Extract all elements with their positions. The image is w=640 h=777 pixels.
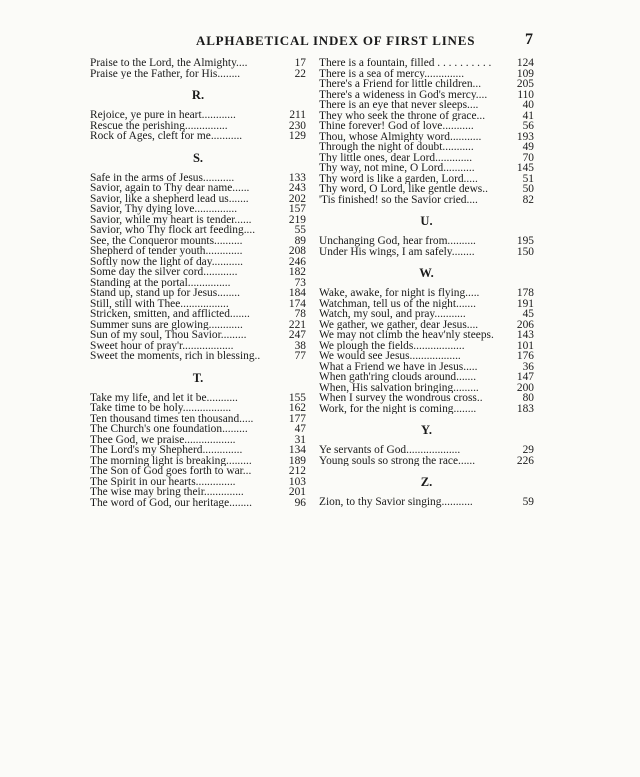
hymn-first-line: Under His wings, I am safely........ (319, 246, 475, 257)
index-entry (319, 456, 534, 467)
hymn-number: 41 (522, 109, 534, 122)
hymn-number: 45 (522, 308, 534, 320)
hymn-number: 195 (516, 235, 534, 247)
index-entry (319, 69, 534, 80)
index-entry (90, 403, 306, 414)
index-entry (319, 153, 534, 164)
index-entry (90, 309, 306, 320)
hymn-first-line: The Church's one foundation......... (90, 424, 248, 435)
index-entry (319, 247, 534, 258)
hymn-first-line: 'Tis finished! so the Savior cried.... (319, 194, 478, 205)
hymn-number: 82 (522, 193, 534, 206)
index-entry (90, 110, 306, 121)
page-title: ALPHABETICAL INDEX OF FIRST LINES (196, 33, 476, 48)
hymn-first-line: Sun of my soul, Thou Savior......... (90, 330, 247, 341)
section-letter: R. (191, 88, 205, 102)
hymn-number: 178 (516, 287, 534, 299)
index-entry (319, 497, 534, 508)
hymn-first-line: Some day the silver cord............ (90, 267, 238, 278)
index-entry (319, 372, 534, 383)
hymn-first-line: Take my life, and let it be........... (90, 392, 238, 403)
section-letter: U. (420, 214, 433, 228)
right-column (319, 58, 534, 508)
hymn-number: 200 (516, 381, 534, 394)
hymn-number: 202 (288, 192, 306, 205)
index-entry (90, 236, 306, 247)
hymn-first-line: The word of God, our heritage........ (90, 497, 252, 508)
hymn-number: 205 (516, 78, 534, 90)
hymn-number: 243 (288, 182, 306, 194)
index-entry (90, 393, 306, 404)
hymn-number: 129 (288, 130, 306, 142)
hymn-first-line: We gather, we gather, dear Jesus.... (319, 319, 479, 330)
hymn-number: 17 (294, 57, 306, 69)
hymn-first-line: Stricken, smitten, and afflicted....... (90, 309, 250, 320)
hymn-first-line: Stand up, stand up for Jesus........ (90, 288, 240, 299)
left-column (90, 58, 306, 508)
page-number: 7 (525, 31, 533, 48)
index-entry (90, 487, 306, 498)
hymn-first-line: Savior, again to Thy dear name...... (90, 183, 250, 194)
hymn-number: 162 (288, 402, 306, 414)
hymn-number: 147 (516, 371, 534, 383)
hymn-first-line: Thou, whose Almighty word........... (319, 131, 482, 142)
hymn-number: 70 (522, 151, 534, 164)
index-entry (319, 445, 534, 456)
hymn-number: 247 (288, 329, 306, 341)
hymn-number: 78 (294, 308, 306, 320)
hymn-first-line: We would see Jesus.................. (319, 351, 461, 362)
index-entry (90, 215, 306, 226)
index-entry (90, 466, 306, 477)
index-entry (319, 330, 534, 341)
index-entry (319, 299, 534, 310)
index-entry (90, 424, 306, 435)
index-entry (90, 225, 306, 236)
hymn-first-line: Rescue the perishing............... (90, 120, 228, 131)
hymn-first-line: Savior, Thy dying love............... (90, 204, 238, 215)
hymn-number: 211 (289, 109, 306, 121)
index-entry (90, 288, 306, 299)
hymn-number: 221 (288, 318, 306, 331)
index-entry (319, 184, 534, 195)
hymn-number: 103 (288, 475, 306, 488)
hymn-number: 50 (522, 183, 534, 195)
index-entry (319, 174, 534, 185)
hymn-first-line: Summer suns are glowing............ (90, 319, 243, 330)
index-entry (90, 477, 306, 488)
hymn-number: 143 (516, 329, 534, 341)
hymn-first-line: Sweet the moments, rich in blessing.. (90, 351, 261, 362)
index-section (319, 475, 534, 508)
hymn-number: 29 (522, 444, 534, 456)
hymn-number: 110 (517, 88, 534, 101)
hymn-first-line: They who seek the throne of grace... (319, 110, 486, 121)
index-entry (319, 195, 534, 206)
index-entry (319, 111, 534, 122)
index-section (319, 266, 534, 414)
hymn-number: 183 (516, 402, 534, 415)
hymn-number: 109 (516, 67, 534, 80)
index-entry (90, 414, 306, 425)
index-entry (319, 393, 534, 404)
hymn-first-line: Work, for the night is coming........ (319, 403, 477, 414)
hymn-number: 184 (288, 287, 306, 299)
index-entry (319, 100, 534, 111)
hymn-number: 73 (294, 276, 306, 289)
hymn-number: 155 (288, 391, 306, 404)
hymn-first-line: Ten thousand times ten thousand..... (90, 413, 254, 424)
hymn-number: 193 (516, 130, 534, 143)
hymn-number: 174 (288, 297, 306, 310)
index-entry (90, 320, 306, 331)
index-entry (319, 341, 534, 352)
hymn-first-line: Take time to be holy................. (90, 403, 232, 414)
index-entry (90, 246, 306, 257)
hymn-first-line: Ye servants of God................... (319, 445, 461, 456)
hymn-number: 96 (294, 496, 306, 509)
index-entry (319, 404, 534, 415)
index-entry (90, 445, 306, 456)
index-section (90, 151, 306, 362)
hymn-first-line: There is a fountain, filled . . . . . . . . . . (319, 58, 492, 69)
hymn-number: 177 (288, 412, 306, 425)
index-entry (319, 121, 534, 132)
section-letter: S. (192, 150, 204, 165)
hymn-first-line: When I survey the wondrous cross.. (319, 393, 483, 404)
hymn-first-line: When gath'ring clouds around....... (319, 372, 477, 383)
hymn-first-line: What a Friend we have in Jesus..... (319, 361, 478, 372)
hymn-first-line: The Son of God goes forth to war... (90, 466, 252, 477)
hymn-first-line: We plough the fields.................. (319, 340, 465, 351)
hymn-first-line: Thee God, we praise.................. (90, 434, 236, 445)
hymn-first-line: Still, still with Thee................. (90, 298, 229, 309)
index-entry (90, 121, 306, 132)
hymn-first-line: There's a wideness in God's mercy.... (319, 89, 488, 100)
section-letter: T. (192, 370, 204, 385)
hymn-first-line: Wake, awake, for night is flying..... (319, 288, 480, 299)
hymn-number: 246 (288, 255, 306, 268)
hymn-number: 145 (516, 162, 534, 174)
hymn-first-line: Young souls so strong the race...... (319, 455, 476, 466)
hymn-first-line: Savior, who Thy flock art feeding.... (90, 225, 256, 236)
index-entry (90, 330, 306, 341)
hymn-first-line: The Lord's my Shepherd.............. (90, 445, 243, 456)
index-section (319, 58, 534, 205)
index-entry (90, 278, 306, 289)
index-section (90, 88, 306, 142)
index-entry (319, 90, 534, 101)
index-section (319, 214, 534, 257)
hymn-first-line: Softly now the light of day........... (90, 256, 244, 267)
index-entry (90, 267, 306, 278)
hymn-first-line: Rejoice, ye pure in heart............ (90, 110, 236, 121)
index-entry (90, 204, 306, 215)
hymn-first-line: When, His salvation bringing......... (319, 382, 479, 393)
hymn-number: 101 (516, 339, 534, 352)
index-entry (90, 183, 306, 194)
index-entry (90, 299, 306, 310)
hymn-number: 124 (516, 57, 534, 69)
index-entry (90, 351, 306, 362)
hymn-number: 38 (294, 339, 306, 352)
hymn-number: 31 (294, 433, 306, 446)
hymn-number: 219 (288, 213, 306, 226)
hymn-first-line: Savior, like a shepherd lead us....... (90, 193, 249, 204)
hymn-number: 36 (522, 360, 534, 373)
index-entry (319, 58, 534, 69)
index-entry (319, 236, 534, 247)
index-section (90, 58, 306, 79)
index-entry (90, 194, 306, 205)
index-entry (319, 309, 534, 320)
index-entry (319, 163, 534, 174)
index-entry (319, 320, 534, 331)
hymn-number: 22 (294, 67, 306, 80)
hymn-number: 89 (294, 234, 306, 247)
hymn-first-line: Thy little ones, dear Lord............. (319, 152, 473, 163)
hymn-number: 59 (522, 496, 534, 508)
hymn-number: 133 (288, 171, 306, 184)
index-entry (319, 288, 534, 299)
hymn-first-line: Standing at the portal............... (90, 277, 231, 288)
hymn-number: 55 (294, 224, 306, 236)
hymn-first-line: There is an eye that never sleeps.... (319, 100, 479, 111)
hymn-number: 182 (288, 266, 306, 278)
index-entry (90, 341, 306, 352)
hymn-first-line: Praise to the Lord, the Almighty.... (90, 58, 248, 69)
index-entry (319, 132, 534, 143)
index-entry (90, 58, 306, 69)
hymn-number: 226 (516, 454, 534, 467)
hymn-number: 80 (522, 392, 534, 404)
hymn-number: 134 (288, 444, 306, 456)
hymn-number: 49 (522, 141, 534, 153)
index-entry (90, 173, 306, 184)
index-entry (319, 79, 534, 90)
hymn-first-line: Thine forever! God of love........... (319, 121, 474, 132)
hymn-number: 208 (288, 245, 306, 257)
hymn-first-line: Thy word is like a garden, Lord..... (319, 173, 478, 184)
hymn-first-line: There is a sea of mercy.............. (319, 68, 465, 79)
index-entry (90, 498, 306, 509)
hymn-first-line: Watch, my soul, and pray........... (319, 309, 466, 320)
hymn-first-line: The morning light is breaking......... (90, 455, 252, 466)
hymn-number: 51 (522, 172, 534, 185)
hymn-first-line: Praise ye the Father, for His........ (90, 68, 241, 79)
index-entry (90, 131, 306, 142)
section-letter: Y. (420, 423, 432, 437)
index-section (319, 423, 534, 466)
hymn-first-line: Savior, while my heart is tender...... (90, 214, 252, 225)
index-entry (319, 362, 534, 373)
hymn-first-line: The wise may bring their.............. (90, 487, 244, 498)
hymn-first-line: Through the night of doubt........... (319, 142, 474, 153)
hymn-first-line: Zion, to thy Savior singing........... (319, 497, 473, 508)
index-entry (90, 257, 306, 268)
hymn-number: 176 (516, 350, 534, 362)
index-entry (319, 142, 534, 153)
index-entry (319, 383, 534, 394)
hymn-first-line: There's a Friend for little children... (319, 79, 482, 90)
hymn-first-line: See, the Conqueror mounts.......... (90, 235, 243, 246)
hymn-first-line: Sweet hour of pray'r.................. (90, 340, 234, 351)
hymn-first-line: The Spirit in our hearts.............. (90, 476, 236, 487)
index-entry (90, 69, 306, 80)
hymn-number: 212 (288, 465, 306, 477)
section-letter: W. (419, 266, 434, 280)
hymn-number: 230 (288, 119, 306, 132)
hymn-first-line: Watchman, tell us of the night....... (319, 298, 476, 309)
hymn-first-line: Rock of Ages, cleft for me........... (90, 131, 243, 142)
hymn-first-line: Unchanging God, hear from.......... (319, 236, 476, 247)
hymn-number: 40 (522, 99, 534, 111)
index-entry (90, 435, 306, 446)
hymn-number: 201 (288, 486, 306, 498)
hymn-first-line: Shepherd of tender youth............. (90, 246, 243, 257)
hymn-number: 206 (516, 318, 534, 331)
hymn-number: 77 (294, 350, 306, 362)
hymn-first-line: We may not climb the heav'nly steeps. (319, 330, 494, 341)
index-entry (90, 456, 306, 467)
hymn-first-line: Safe in the arms of Jesus........... (90, 172, 235, 183)
hymn-number: 56 (522, 120, 534, 132)
hymn-number: 47 (294, 423, 306, 435)
hymn-number: 157 (288, 203, 306, 215)
index-entry (319, 351, 534, 362)
index-section (90, 371, 306, 509)
section-letter: Z. (420, 475, 433, 489)
hymn-first-line: Thy word, O Lord, like gentle dews.. (319, 184, 488, 195)
hymn-number: 150 (516, 245, 534, 258)
hymn-first-line: Thy way, not mine, O Lord........... (319, 163, 475, 174)
hymn-number: 189 (288, 454, 306, 467)
hymn-number: 191 (516, 297, 534, 310)
